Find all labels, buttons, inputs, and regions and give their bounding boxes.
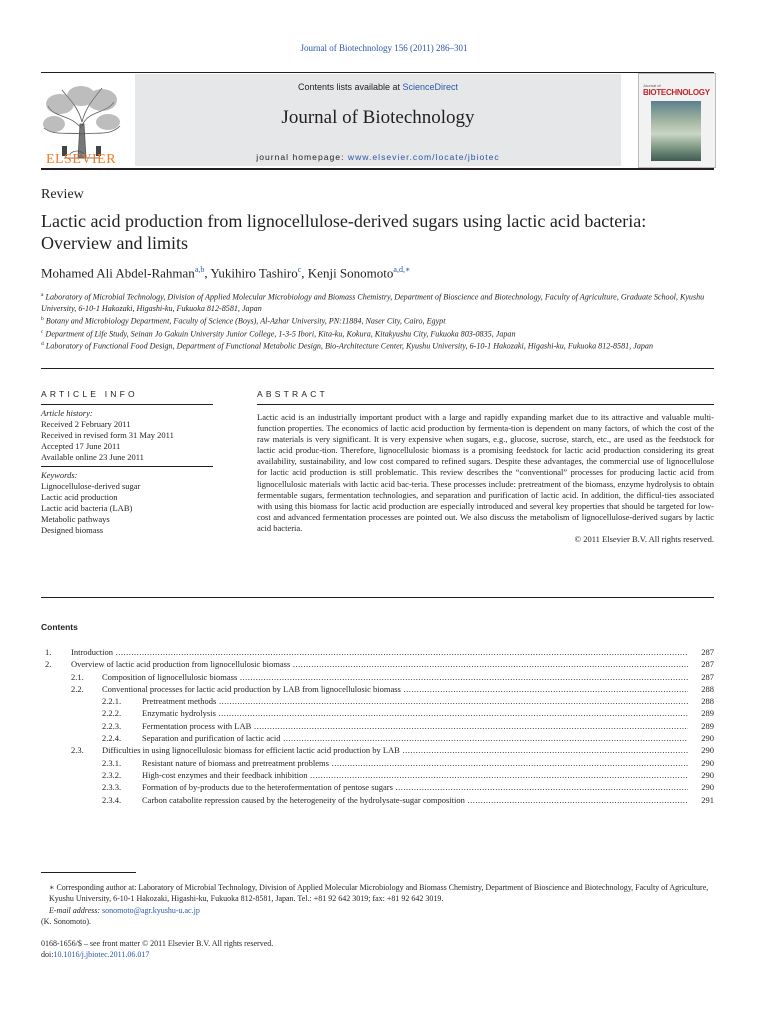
toc-title[interactable]: Overview of lactic acid production from lignocellulosic biomass ..... <box>71 659 688 669</box>
keyword-item: Metabolic pathways <box>41 514 110 524</box>
elsevier-wordmark: ELSEVIER <box>45 152 117 167</box>
homepage-link[interactable]: www.elsevier.com/locate/jbiotec <box>347 152 500 162</box>
journal-citation[interactable]: Journal of Biotechnology 156 (2011) 286–301 <box>300 43 468 53</box>
toc-title[interactable]: Enzymatic hydrolysis ..... <box>142 708 688 718</box>
email-line <box>41 905 714 916</box>
author-list <box>41 265 410 281</box>
affiliation-text: Botany and Microbiology Department, Faculty of Science (Boys), Al-Azhar University, PN:11884, Naser City, Cairo, Egypt <box>45 316 446 326</box>
affiliation-item <box>41 290 721 314</box>
toc-page-number[interactable]: 288 <box>701 683 714 694</box>
history-item: Received in revised form 31 May 2011 <box>41 430 174 440</box>
affiliation-item <box>41 327 721 340</box>
history-item: Available online 23 June 2011 <box>41 452 144 462</box>
toc-title[interactable]: High-cost enzymes and their feedback inhibition ..... <box>142 770 688 780</box>
corresponding-author-note: ∗ Corresponding author at: Laboratory of Microbial Technology, Division of Applied Molecular Microbiology and Biomass Chemistry, Department of Bioscience and Biotechnology, Faculty of Agriculture, Kyushu University, 6-10-1 Hakozaki, Higashi-ku, Fukuoka 812-8581, Japan. Tel.: +81 92 642 3019; fax: +81 92 642 3019. <box>49 883 709 904</box>
keywords-label: Keywords: <box>41 470 78 480</box>
toc-number: 2.2.1. <box>102 696 122 707</box>
toc-number: 2.3.1. <box>102 757 122 768</box>
toc-page-number[interactable]: 287 <box>701 671 714 682</box>
header-top-rule <box>41 72 714 73</box>
article-title: Lactic acid production from lignocellulose-derived sugars using lactic acid bacteria: Overview and limits <box>41 211 647 253</box>
toc-number: 1. <box>45 647 52 657</box>
affiliation-item <box>41 314 721 327</box>
toc-number: 2.1. <box>71 671 84 682</box>
toc-entry[interactable] <box>41 745 714 757</box>
toc-page-number[interactable]: 289 <box>701 708 714 719</box>
affiliation-item <box>41 339 721 352</box>
author-affiliation-marker[interactable]: a,d,∗ <box>393 265 411 274</box>
toc-title[interactable]: Separation and purification of lactic acid ..... <box>142 733 688 743</box>
table-of-contents <box>41 647 714 807</box>
doi-label: doi: <box>41 950 54 960</box>
toc-entry[interactable] <box>41 684 714 696</box>
toc-title[interactable]: Composition of lignocellulosic biomass ..... <box>102 672 688 682</box>
journal-title: Journal of Biotechnology <box>281 107 475 128</box>
toc-page-number[interactable]: 288 <box>701 696 714 707</box>
author-separator: , <box>301 265 308 281</box>
toc-entry[interactable] <box>41 770 714 782</box>
affiliation-text: Laboratory of Microbial Technology, Division of Applied Molecular Microbiology and Biomass Chemistry, Department of Bioscience and Biotechnology, Faculty of Agriculture, Graduate School, Kyushu University, 6-10-1 Hakozaki, Higashi-ku, Fukuoka 812-8581, Japan <box>41 292 705 313</box>
toc-number: 2. <box>45 659 52 670</box>
contents-prefix: Contents lists available at <box>297 82 403 92</box>
toc-page-number[interactable]: 290 <box>701 745 714 756</box>
history-item: Accepted 17 June 2011 <box>41 441 121 451</box>
toc-entry[interactable] <box>41 782 714 794</box>
header-bottom-rule <box>41 168 714 170</box>
doi-link[interactable]: 10.1016/j.jbiotec.2011.06.017 <box>53 950 150 960</box>
abstract-bottom-rule <box>41 597 714 598</box>
keyword-item: Lactic acid bacteria (LAB) <box>41 503 133 513</box>
toc-page-number[interactable]: 289 <box>701 720 714 731</box>
toc-number: 2.3.3. <box>102 782 122 793</box>
affiliation-marker: c <box>41 328 44 335</box>
toc-title[interactable]: Difficulties in using lignocellulosic biomass for efficient lactic acid production by LAB ..... <box>102 745 688 755</box>
author-separator: , <box>204 265 211 281</box>
abstract-text: Lactic acid is an industrially important product with a large and rapidly expanding market due to its attractive and valuable multi-function properties. The economics of lactic acid production by fermenta-tion is dependent on many factors, of which the cost of the raw materials is very significant. It is very expensive when sugars, e.g., glucose, sucrose, starch, etc., are used as the feedstock for lactic acid produc-tion. Therefore, lignocellulosic biomass is a promising feedstock for lactic acid production considering its great availability, sustainability, and low cost compared to refined sugars. Despite these advantages, the commercial use of lignocellulose for lactic acid production is still problematic. This review describes the “conventional” processes for producing lactic acid from lignocellulosic materials with lactic acid bac-teria. These processes include: pretreatment of the biomass, enzyme hydrolysis to obtain fermentable sugars, fermentation technologies, and separation and purification of lactic acid. In addition, the difficul-ties associated with using this biomass for lactic acid production are especially introduced and several key properties that should be targeted for low-cost and advanced fermentation processes are pointed out. We also discuss the metabolism of lignocellulose-derived sugars by lactic acid bacteria. <box>257 412 714 533</box>
affiliation-list <box>41 290 721 352</box>
toc-page-number[interactable]: 290 <box>701 769 714 780</box>
keywords-rule <box>41 463 213 467</box>
history-label: Article history: <box>41 408 93 418</box>
affiliation-marker: a <box>41 292 44 298</box>
toc-page-number[interactable]: 290 <box>701 733 714 744</box>
toc-entry[interactable] <box>41 733 714 745</box>
journal-homepage <box>135 152 621 162</box>
copyright-line: © 2011 Elsevier B.V. All rights reserved. <box>574 534 714 545</box>
toc-title[interactable]: Carbon catabolite repression caused by the heterogeneity of the hydrolysate-sugar composition ..... <box>142 795 688 805</box>
abstract-rule <box>257 404 714 405</box>
toc-entry[interactable] <box>41 758 714 770</box>
toc-entry[interactable] <box>41 795 714 807</box>
affiliation-marker: d <box>41 341 44 348</box>
homepage-prefix: journal homepage: <box>256 152 348 162</box>
article-type: Review <box>41 187 84 202</box>
toc-page-number[interactable]: 290 <box>701 757 714 768</box>
keyword-item: Designed biomass <box>41 525 104 535</box>
email-owner: (K. Sonomoto). <box>41 916 91 926</box>
article-info-rule <box>41 404 213 405</box>
cover-line: Journal of <box>643 83 661 88</box>
toc-entry[interactable] <box>41 647 714 659</box>
toc-title[interactable]: Resistant nature of biomass and pretreatment problems ..... <box>142 758 688 768</box>
toc-number: 2.2.2. <box>102 708 122 719</box>
article-info <box>41 408 213 536</box>
cover-title: BIOTECHNOLOGY <box>643 88 710 97</box>
journal-header-band <box>135 74 621 166</box>
front-matter <box>41 938 273 961</box>
toc-title[interactable]: Pretreatment methods ..... <box>142 696 688 706</box>
toc-title[interactable]: Fermentation process with LAB ..... <box>142 721 688 731</box>
toc-page-number[interactable]: 287 <box>701 659 714 670</box>
author-name[interactable]: Kenji Sonomoto <box>307 265 394 281</box>
history-item: Received 2 February 2011 <box>41 419 131 429</box>
contents-heading: Contents <box>41 622 78 632</box>
corresponding-footnote <box>41 882 714 927</box>
abstract-heading: ABSTRACT <box>257 389 328 399</box>
email-link[interactable]: sonomoto@agr.kyushu-u.ac.jp <box>102 905 200 915</box>
toc-number: 2.2.4. <box>102 733 122 744</box>
toc-title[interactable]: Formation of by-products due to the heterofermentation of pentose sugars ..... <box>142 782 688 792</box>
keyword-item: Lactic acid production <box>41 492 118 502</box>
toc-title[interactable]: Introduction ..... <box>71 647 688 657</box>
email-label: E-mail address: <box>49 905 103 915</box>
affiliation-text: Department of Life Study, Seinan Jo Gakuin University Junior College, 1-3-5 Ibori, Kita-ku, Kokura, Kitakyushu City, Fukuoka 803-0835, Japan <box>45 329 516 339</box>
abstract-body <box>257 412 714 545</box>
affiliation-marker: b <box>41 315 44 322</box>
affiliation-text: Laboratory of Functional Food Design, Department of Functional Metabolic Design, Bio-Architecture Center, Kyushu University, 6-10-1 Hakozaki, Higashi-ku, Fukuoka 812-8581, Japan <box>45 342 654 352</box>
toc-page-number[interactable]: 287 <box>701 647 714 657</box>
section-divider <box>41 368 714 369</box>
toc-page-number[interactable]: 291 <box>701 794 714 805</box>
toc-title[interactable]: Conventional processes for lactic acid production by LAB from lignocellulosic biomass ..... <box>102 684 688 694</box>
article-info-heading: ARTICLE INFO <box>41 389 138 399</box>
toc-entry[interactable] <box>41 672 714 684</box>
toc-number: 2.2. <box>71 683 84 694</box>
cover-image <box>651 101 701 161</box>
toc-entry[interactable] <box>41 659 714 671</box>
footnote-rule <box>41 872 136 873</box>
author-affiliation-marker[interactable]: c <box>297 265 302 274</box>
toc-number: 2.3. <box>71 745 84 756</box>
author-name[interactable]: Mohamed Ali Abdel-Rahman <box>41 265 195 281</box>
author-affiliation-marker[interactable]: a,b <box>194 265 205 274</box>
toc-page-number[interactable]: 290 <box>701 782 714 793</box>
keyword-item: Lignocellulose-derived sugar <box>41 481 141 491</box>
toc-entry[interactable] <box>41 696 714 708</box>
toc-entry[interactable] <box>41 721 714 733</box>
sciencedirect-link[interactable]: ScienceDirect <box>402 82 459 92</box>
toc-entry[interactable] <box>41 708 714 720</box>
toc-number: 2.3.4. <box>102 794 122 805</box>
journal-cover-thumbnail[interactable] <box>638 73 716 168</box>
toc-number: 2.3.2. <box>102 769 122 780</box>
doi-line <box>41 949 273 960</box>
author-name[interactable]: Yukihiro Tashiro <box>210 265 298 281</box>
toc-number: 2.2.3. <box>102 720 122 731</box>
contents-availability <box>135 82 621 92</box>
issn-line: 0168-1656/$ – see front matter © 2011 Elsevier B.V. All rights reserved. <box>41 939 274 948</box>
